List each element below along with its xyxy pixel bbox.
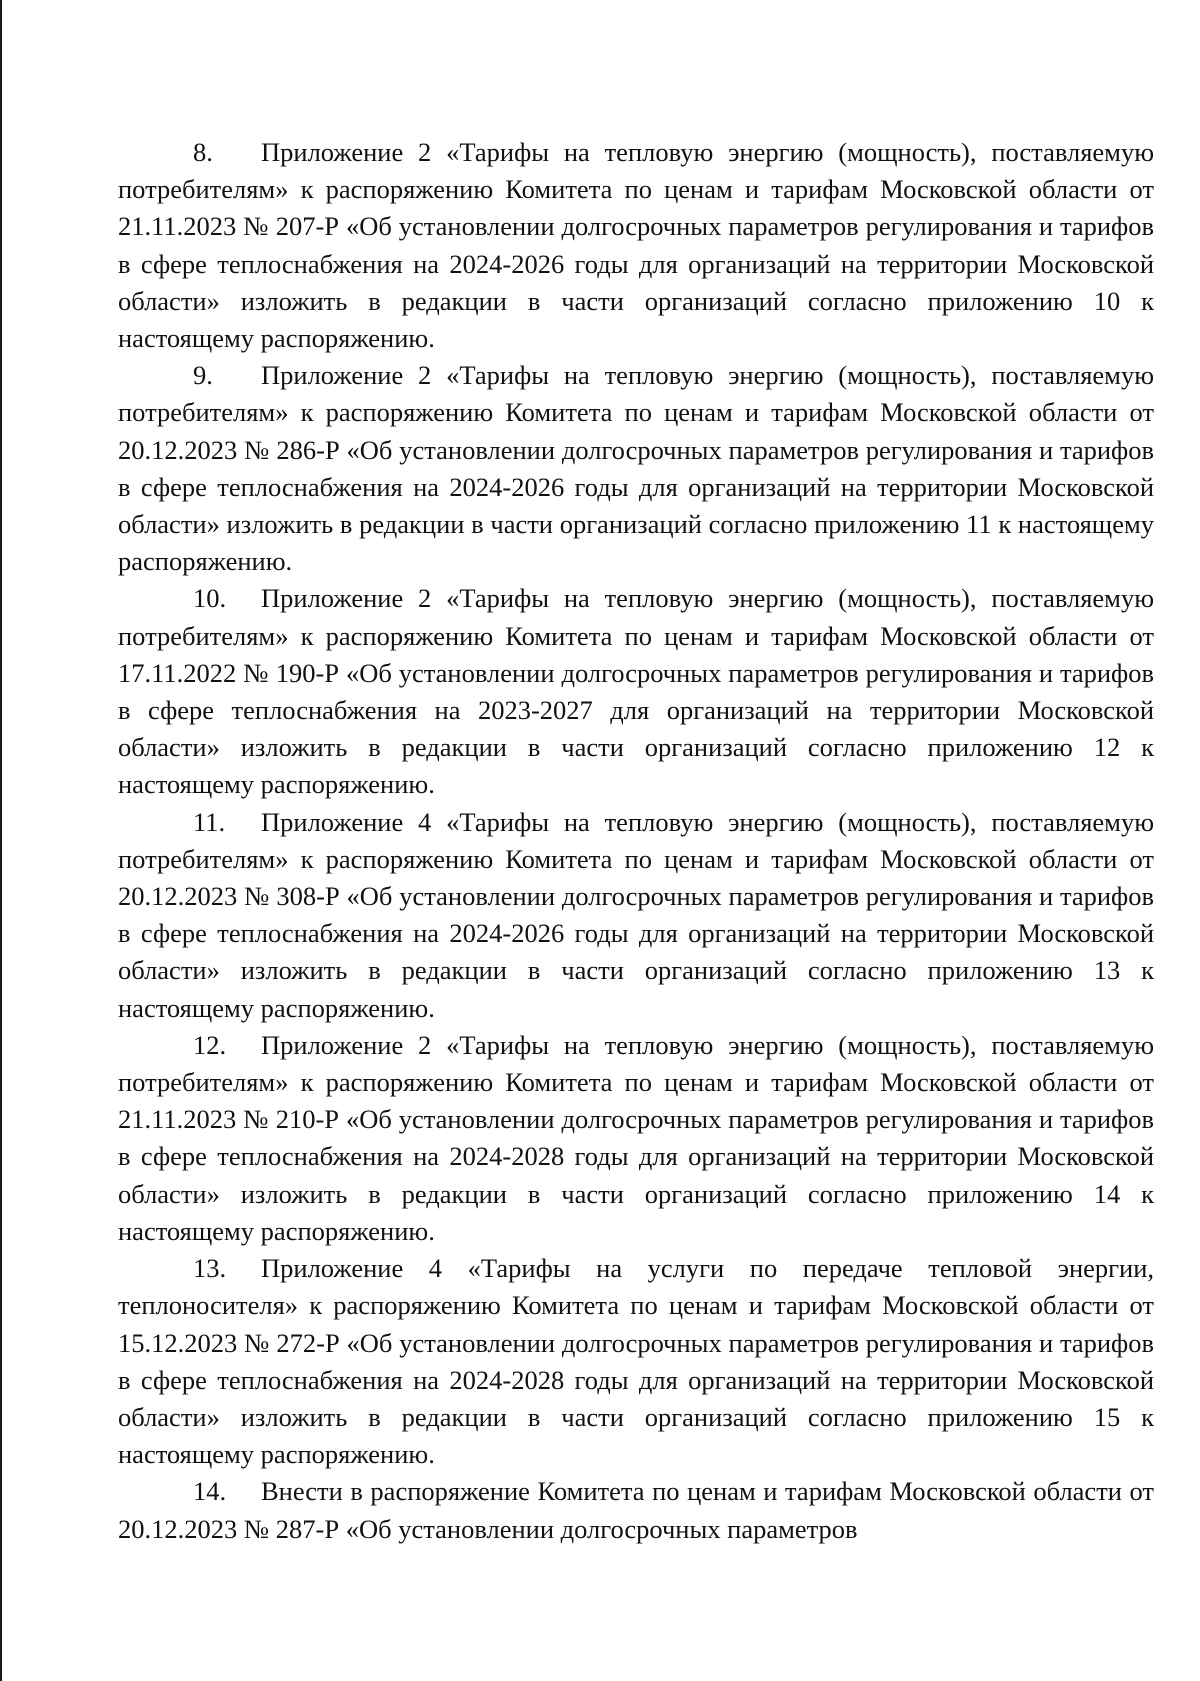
paragraph-text: Приложение 4 «Тарифы на услуги по передаче тепловой энергии, теплоносителя» к распоряжению Комитета по ценам и тарифам Московской области от 15.12.2023 № 272-Р «Об установлении долгосрочных параметров регулирования и тарифов в сфере теплоснабжения на 2024-2028 годы для организаций на территории Московской области» изложить в редакции в части организаций согласно приложению 15 к настоящему распоряжению. <box>118 1253 1154 1470</box>
paragraph-text: Приложение 4 «Тарифы на тепловую энергию (мощность), поставляемую потребителям» к распоряжению Комитета по ценам и тарифам Московской области от 20.12.2023 № 308-Р «Об установлении долгосрочных параметров регулирования и тарифов в сфере теплоснабжения на 2024-2026 годы для организаций на территории Московской области» изложить в редакции в части организаций согласно приложению 13 к настоящему распоряжению. <box>118 806 1154 1023</box>
paragraph-text: Внести в распоряжение Комитета по ценам и тарифам Московской области от 20.12.2023 № 287-Р «Об установлении долгосрочных параметров <box>118 1476 1154 1544</box>
document-page <box>118 134 1154 1548</box>
paragraph-text: Приложение 2 «Тарифы на тепловую энергию (мощность), поставляемую потребителям» к распоряжению Комитета по ценам и тарифам Московской области от 17.11.2022 № 190-Р «Об установлении долгосрочных параметров регулирования и тарифов в сфере теплоснабжения на 2023-2027 для организаций на территории Московской области» изложить в редакции в части организаций согласно приложению 12 к настоящему распоряжению. <box>118 583 1154 800</box>
paragraph-number: 14. <box>193 1476 227 1507</box>
paragraph-number: 12. <box>193 1029 227 1060</box>
paragraph-number: 13. <box>193 1253 227 1284</box>
paragraph-14 <box>118 1473 1154 1547</box>
paragraph-text: Приложение 2 «Тарифы на тепловую энергию (мощность), поставляемую потребителям» к распоряжению Комитета по ценам и тарифам Московской области от 20.12.2023 № 286-Р «Об установлении долгосрочных параметров регулирования и тарифов в сфере теплоснабжения на 2024-2026 годы для организаций на территории Московской области» изложить в редакции в части организаций согласно приложению 11 к настоящему распоряжению. <box>118 360 1154 577</box>
paragraph-number: 9. <box>193 360 213 391</box>
paragraph-10 <box>118 580 1154 803</box>
paragraph-number: 11. <box>193 806 226 837</box>
scan-edge <box>0 0 2 1681</box>
paragraph-11 <box>118 804 1154 1027</box>
paragraph-text: Приложение 2 «Тарифы на тепловую энергию (мощность), поставляемую потребителям» к распоряжению Комитета по ценам и тарифам Московской области от 21.11.2023 № 207-Р «Об установлении долгосрочных параметров регулирования и тарифов в сфере теплоснабжения на 2024-2026 годы для организаций на территории Московской области» изложить в редакции в части организаций согласно приложению 10 к настоящему распоряжению. <box>118 137 1154 354</box>
paragraph-9 <box>118 357 1154 580</box>
paragraph-12 <box>118 1027 1154 1250</box>
paragraph-13 <box>118 1250 1154 1473</box>
paragraph-text: Приложение 2 «Тарифы на тепловую энергию (мощность), поставляемую потребителям» к распоряжению Комитета по ценам и тарифам Московской области от 21.11.2023 № 210-Р «Об установлении долгосрочных параметров регулирования и тарифов в сфере теплоснабжения на 2024-2028 годы для организаций на территории Московской области» изложить в редакции в части организаций согласно приложению 14 к настоящему распоряжению. <box>118 1029 1154 1246</box>
paragraph-number: 8. <box>193 137 213 167</box>
paragraph-8 <box>118 134 1154 357</box>
paragraph-number: 10. <box>193 583 227 614</box>
